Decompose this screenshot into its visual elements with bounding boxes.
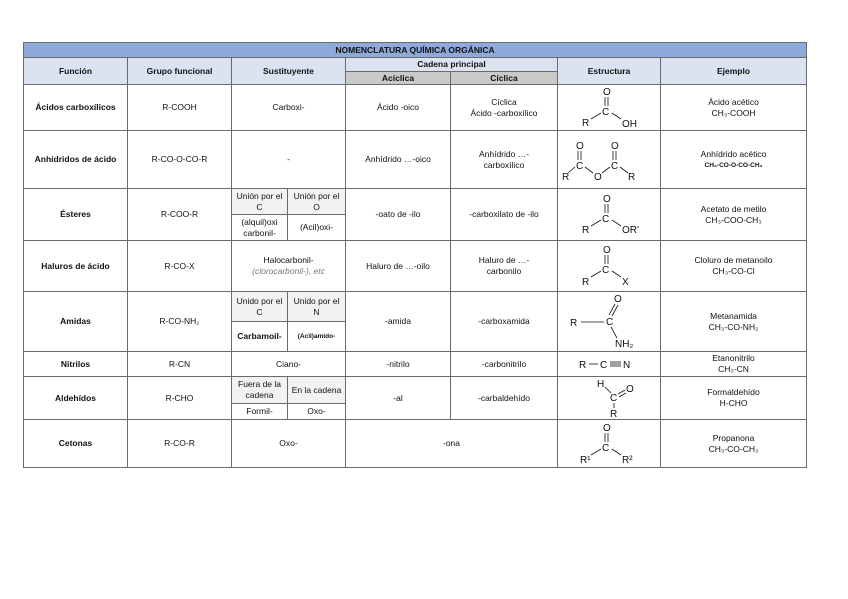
ejemplo-formula: CH₃-CN (718, 364, 749, 374)
carboxylic-acid-structure (569, 86, 649, 130)
acid-halide-structure (569, 242, 649, 290)
funcion-cell: Ésteres (24, 189, 128, 241)
ciclica-line-1: Anhídrido …- (478, 148, 530, 159)
svg-text:R: R (562, 171, 570, 183)
ciclica-cell (451, 131, 558, 189)
ejemplo-cell (661, 352, 807, 377)
grupo-cell: R-CHO (128, 377, 232, 420)
aciclica-cell: -oato de -ilo (346, 189, 451, 241)
sustituyente-cell: Carboxi- (232, 85, 346, 131)
sustituyente-cell (232, 241, 346, 292)
grupo-cell: R-CO-R (128, 420, 232, 468)
ejemplo-cell (661, 241, 807, 292)
ejemplo-cell (661, 189, 807, 241)
ciclica-cell: -carboxamida (451, 292, 558, 352)
ejemplo-name: Ácido acético (708, 96, 759, 107)
svg-text:R: R (570, 317, 578, 329)
svg-text:C: C (602, 106, 610, 118)
funcion-cell: Amidas (24, 292, 128, 352)
svg-text:NH₂: NH₂ (615, 338, 634, 350)
ejemplo-formula: CH₃-COOH (711, 107, 756, 118)
ejemplo-formula: CH₃-CO-CH₃ (708, 443, 759, 454)
header-grupo: Grupo funcional (128, 58, 232, 85)
svg-text:R¹: R¹ (580, 454, 591, 466)
header-aciclica: Acíclica (346, 72, 451, 85)
sustituyente-val-en: Oxo- (288, 404, 346, 420)
funcion-cell: Cetonas (24, 420, 128, 468)
sustituyente-head-c: Unión por el C (232, 189, 288, 215)
sustituyente-val-o: (Acil)oxi- (288, 215, 346, 241)
sustituyente-head-c: Unido por el C (232, 292, 288, 322)
svg-text:R: R (628, 171, 636, 183)
grupo-cell: R-CN (128, 352, 232, 377)
svg-text:C: C (576, 160, 584, 172)
ejemplo-formula: CH₃-COO-CH₃ (705, 214, 762, 225)
table-row (24, 377, 807, 404)
grupo-cell: R-COOH (128, 85, 232, 131)
svg-text:O: O (626, 384, 634, 395)
aciclica-cell: Anhídrido …-oico (346, 131, 451, 189)
ejemplo-formula: H-CHO (719, 398, 748, 408)
svg-text:R: R (582, 277, 590, 288)
funcion-cell: Aldehídos (24, 377, 128, 420)
sustituyente-val-fuera: Formil- (232, 404, 288, 420)
table-row (24, 241, 807, 292)
ejemplo-name: Acetato de metilo (700, 203, 767, 214)
estructura-cell (558, 241, 661, 292)
aciclica-cell: Haluro de …-oilo (346, 241, 451, 292)
estructura-cell (558, 189, 661, 241)
table-row (24, 292, 807, 322)
ejemplo-name: Anhídrido acético (700, 148, 767, 159)
svg-text:OH: OH (622, 118, 637, 130)
amide-structure (564, 293, 654, 351)
svg-text:R: R (582, 117, 590, 129)
svg-text:C: C (606, 316, 614, 328)
ciclica-line-2: carbonilo (486, 266, 522, 276)
nitrile-structure (569, 353, 649, 375)
funcion-cell: Haluros de ácido (24, 241, 128, 292)
table-row (24, 131, 807, 189)
svg-text:O: O (576, 140, 584, 152)
cadena-cell: -ona (346, 420, 558, 468)
table-row (24, 352, 807, 377)
header-ejemplo: Ejemplo (661, 58, 807, 85)
aciclica-cell: -amida (346, 292, 451, 352)
ejemplo-name: Formaldehído (707, 387, 760, 397)
svg-text:O: O (603, 193, 611, 205)
ketone-structure (569, 421, 649, 467)
svg-text:C: C (602, 213, 610, 225)
aciclica-cell: -nitrilo (346, 352, 451, 377)
ciclica-line-1: Cíclica (491, 96, 517, 107)
sustituyente-val-c: (alquil)oxi carbonil- (232, 215, 288, 241)
svg-text:O: O (611, 140, 619, 152)
ejemplo-formula: CH₃-CO-O-CO-CH₃ (704, 161, 763, 169)
ejemplo-cell (661, 85, 807, 131)
svg-text:O: O (603, 422, 611, 434)
grupo-cell: R-COO-R (128, 189, 232, 241)
estructura-cell (558, 377, 661, 420)
svg-text:R: R (579, 360, 587, 371)
sustituyente-line-2: (clorocarbonil-), etc (252, 266, 325, 276)
sustituyente-val-c: Carbamoil- (232, 322, 288, 352)
svg-text:R: R (610, 409, 618, 419)
header-estructura: Estructura (558, 58, 661, 85)
ciclica-cell (451, 241, 558, 292)
svg-text:X: X (622, 277, 629, 288)
table-row (24, 420, 807, 468)
funcion-cell: Nitrilos (24, 352, 128, 377)
estructura-cell (558, 292, 661, 352)
funcion-cell: Anhídridos de ácido (24, 131, 128, 189)
ciclica-cell (451, 85, 558, 131)
nomenclature-table (23, 42, 807, 468)
table-row (24, 85, 807, 131)
ejemplo-cell (661, 292, 807, 352)
ejemplo-name: Etanonitrilo (712, 353, 755, 363)
ejemplo-cell (661, 131, 807, 189)
header-funcion: Función (24, 58, 128, 85)
svg-text:C: C (600, 360, 608, 371)
ester-structure (569, 193, 649, 237)
svg-text:N: N (623, 360, 631, 371)
sustituyente-head-en: En la cadena (288, 377, 346, 404)
estructura-cell (558, 85, 661, 131)
svg-text:O: O (603, 86, 611, 98)
header-cadena: Cadena principal (346, 58, 558, 72)
ejemplo-cell (661, 420, 807, 468)
sustituyente-head-n: Unido por el N (288, 292, 346, 322)
ejemplo-cell (661, 377, 807, 420)
svg-text:C: C (610, 393, 618, 404)
table-title: NOMENCLATURA QUÍMICA ORGÁNICA (24, 43, 807, 58)
ejemplo-name: Cloluro de metanoilo (694, 255, 773, 265)
sustituyente-cell: Oxo- (232, 420, 346, 468)
anhydride-structure (560, 135, 660, 185)
aciclica-cell: Ácido -oico (346, 85, 451, 131)
svg-text:C: C (602, 442, 610, 454)
sustituyente-cell: Ciano- (232, 352, 346, 377)
ejemplo-name: Propanona (712, 432, 755, 443)
sustituyente-cell: - (232, 131, 346, 189)
estructura-cell (558, 352, 661, 377)
ciclica-cell: -carboxilato de -ilo (451, 189, 558, 241)
sustituyente-val-n: (Acil)amido- (288, 322, 346, 352)
svg-text:O: O (594, 171, 602, 183)
estructura-cell (558, 131, 661, 189)
grupo-cell: R-CO-X (128, 241, 232, 292)
ciclica-cell: -carbonitrilo (451, 352, 558, 377)
header-ciclica: Cíclica (451, 72, 558, 85)
svg-text:R: R (582, 224, 590, 236)
ejemplo-name: Metanamida (710, 310, 757, 321)
aciclica-cell: -al (346, 377, 451, 420)
ciclica-line-2: Ácido -carboxílico (470, 107, 538, 118)
grupo-cell: R-CO-NH₂ (128, 292, 232, 352)
ciclica-cell: -carbaldehído (451, 377, 558, 420)
svg-text:H: H (597, 379, 605, 390)
ciclica-line-2: carboxílico (483, 159, 525, 170)
ejemplo-formula: CH₃-CO-Cl (712, 266, 755, 276)
grupo-cell: R-CO-O-CO-R (128, 131, 232, 189)
estructura-cell (558, 420, 661, 468)
header-sustituyente: Sustituyente (232, 58, 346, 85)
svg-text:R²: R² (622, 454, 633, 466)
aldehyde-structure (569, 377, 649, 419)
ejemplo-formula: CH₃-CO-NH₂ (708, 321, 759, 332)
funcion-cell: Ácidos carboxílicos (24, 85, 128, 131)
svg-text:C: C (611, 160, 619, 172)
sustituyente-head-o: Unión por el O (288, 189, 346, 215)
ciclica-line-1: Haluro de …- (478, 255, 530, 265)
sustituyente-head-fuera: Fuera de la cadena (232, 377, 288, 404)
svg-text:O: O (603, 245, 611, 256)
svg-text:C: C (602, 265, 610, 276)
svg-text:OR': OR' (622, 224, 639, 236)
svg-text:O: O (614, 293, 622, 305)
sustituyente-line-1: Halocarbonil- (263, 255, 314, 265)
table-row (24, 189, 807, 215)
